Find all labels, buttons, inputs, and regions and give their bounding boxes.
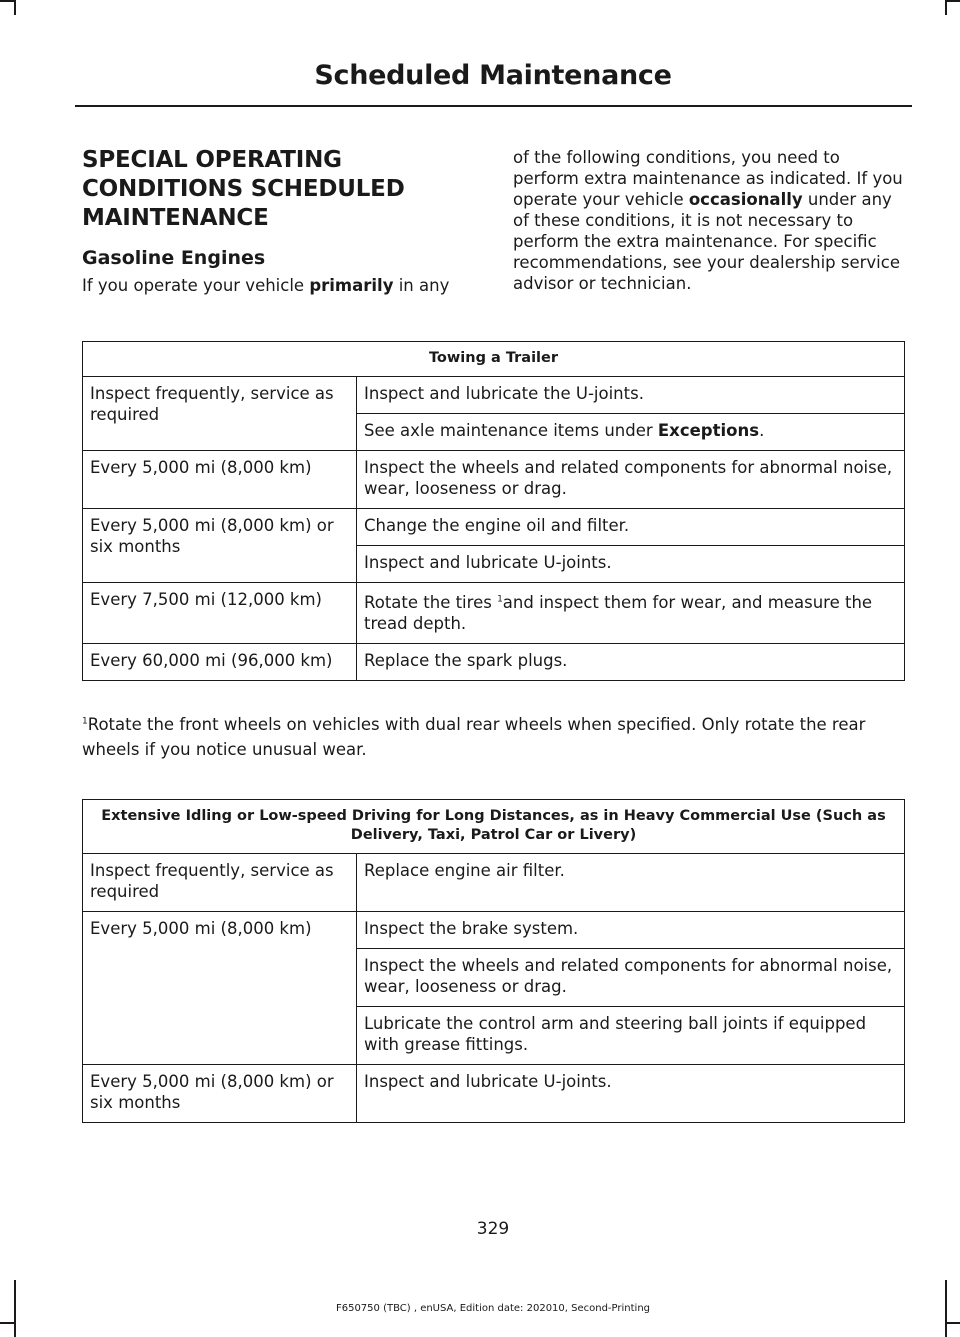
action-text: .	[759, 421, 765, 440]
action-text: See axle maintenance items under	[364, 421, 658, 440]
crop-mark	[945, 0, 947, 15]
table-row	[83, 1065, 905, 1123]
interval-cell: Every 60,000 mi (96,000 km)	[83, 644, 357, 681]
action-cell: Replace engine air filter.	[357, 854, 905, 912]
interval-cell: Inspect frequently, service as required	[83, 377, 357, 451]
towing-trailer-table	[82, 341, 905, 681]
footnote-text: Rotate the front wheels on vehicles with dual rear wheels when specified. Only rotate the rear wheels if you notice unusual wear.	[82, 715, 866, 759]
action-cell: Inspect and lubricate U-joints.	[357, 1065, 905, 1123]
interval-cell: Every 5,000 mi (8,000 km)	[83, 912, 357, 1065]
footnote	[82, 712, 902, 762]
crop-mark	[14, 0, 16, 15]
footnote-marker: 1	[82, 716, 88, 727]
table-title: Extensive Idling or Low-speed Driving for Long Distances, as in Heavy Commercial Use (Such as Delivery, Taxi, Patrol Car or Livery)	[83, 800, 905, 854]
table-row	[83, 451, 905, 509]
crop-mark	[945, 0, 960, 2]
intro-text: If you operate your vehicle	[82, 276, 310, 295]
action-cell: Inspect the wheels and related components for abnormal noise, wear, looseness or drag.	[357, 451, 905, 509]
intro-text: in any	[393, 276, 450, 295]
action-cell: Inspect and lubricate U-joints.	[357, 546, 905, 583]
action-text: and inspect them for wear, and measure the tread depth.	[364, 593, 873, 633]
action-cell: Change the engine oil and filter.	[357, 509, 905, 546]
table-row	[83, 583, 905, 644]
edition-footer: F650750 (TBC) , enUSA, Edition date: 202010, Second-Printing	[335, 1303, 651, 1314]
action-cell: Inspect the wheels and related components for abnormal noise, wear, looseness or drag.	[357, 949, 905, 1007]
extensive-idling-table	[82, 799, 905, 1123]
table-row	[83, 509, 905, 546]
table-row	[83, 912, 905, 949]
intro-paragraph-start	[82, 275, 482, 296]
interval-cell: Inspect frequently, service as required	[83, 854, 357, 912]
footnote-ref: 1	[497, 594, 503, 605]
table-title: Towing a Trailer	[83, 342, 905, 377]
action-cell: Lubricate the control arm and steering ball joints if equipped with grease fittings.	[357, 1007, 905, 1065]
table-row	[83, 644, 905, 681]
action-cell: Replace the spark plugs.	[357, 644, 905, 681]
crop-mark	[0, 0, 14, 2]
interval-cell: Every 7,500 mi (12,000 km)	[83, 583, 357, 644]
action-cell	[357, 583, 905, 644]
section-subtitle: Gasoline Engines	[82, 247, 266, 269]
interval-cell: Every 5,000 mi (8,000 km) or six months	[83, 1065, 357, 1123]
table-row	[83, 854, 905, 912]
intro-text: under any of these conditions, it is not necessary to perform the extra maintenance. For specific recommendations, see your dealership service advisor or technician.	[513, 190, 900, 293]
page-number: 329	[476, 1219, 510, 1239]
intro-paragraph-cont	[513, 147, 908, 294]
action-cell	[357, 414, 905, 451]
running-header: Scheduled Maintenance	[314, 60, 672, 91]
action-text: Rotate the tires	[364, 593, 498, 612]
action-cell: Inspect and lubricate the U-joints.	[357, 377, 905, 414]
table-row	[83, 377, 905, 414]
interval-cell: Every 5,000 mi (8,000 km)	[83, 451, 357, 509]
section-title: SPECIAL OPERATING CONDITIONS SCHEDULED MAINTENANCE	[82, 147, 405, 231]
intro-bold-primarily: primarily	[309, 276, 394, 295]
left-column	[82, 146, 482, 296]
exceptions-ref: Exceptions	[657, 421, 760, 440]
action-cell: Inspect the brake system.	[357, 912, 905, 949]
crop-mark	[0, 1322, 14, 1324]
intro-text: of the following conditions, you need to perform extra maintenance as indicated. If you operate your vehicle	[513, 148, 903, 209]
crop-mark	[945, 1322, 960, 1324]
header-rule	[75, 105, 912, 107]
interval-cell: Every 5,000 mi (8,000 km) or six months	[83, 509, 357, 583]
intro-bold-occasionally: occasionally	[688, 190, 803, 209]
right-column	[513, 147, 908, 294]
